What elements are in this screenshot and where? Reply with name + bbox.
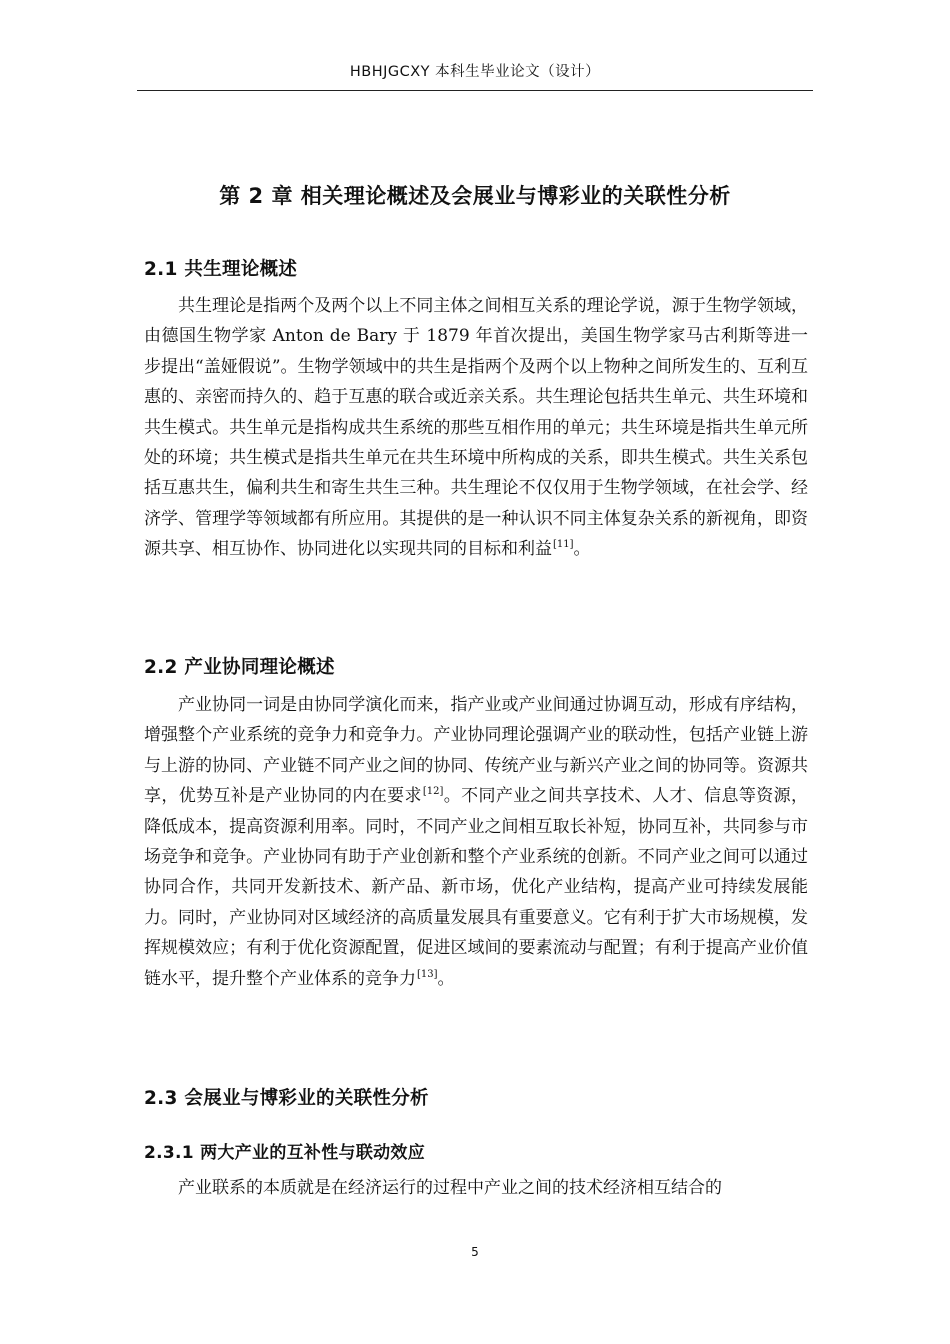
paragraph-tail: 。 — [437, 968, 455, 989]
subsection-heading-2-3-1: 2.3.1 两大产业的互补性与联动效应 — [144, 1143, 426, 1163]
running-header: HBHJGCXY 本科生毕业论文（设计） — [349, 64, 601, 80]
section-2-2-paragraph — [144, 690, 808, 994]
page-number: 5 — [471, 1245, 479, 1259]
citation-12[interactable]: [12] — [422, 786, 444, 798]
chapter-title: 第 2 章 相关理论概述及会展业与博彩业的关联性分析 — [219, 184, 731, 208]
section-heading-2-3: 2.3 会展业与博彩业的关联性分析 — [144, 1088, 429, 1109]
section-heading-2-1: 2.1 共生理论概述 — [144, 259, 298, 280]
paragraph-text: 共生理论是指两个及两个以上不同主体之间相互关系的理论学说，源于生物学领域，由德国生物学家 Anton de Bary 于 1879 年首次提出，美国生物学家马古利斯等进一步提出“盖娅假说”。生物学领域中的共生是指两个及两个以上物种之间所发生的、互利互惠的、亲密而持久的、趋于互惠的联合或近亲关系。共生理论包括共生单元、共生环境和共生模式。共生单元是指构成共生系统的那些互相作用的单元；共生环境是指共生单元所处的环境；共生模式是指共生单元在共生环境中所构成的关系，即共生模式。共生关系包括互惠共生，偏利共生和寄生共生三种。共生理论不仅仅用于生物学领域，在社会学、经济学、管理学等领域都有所应用。其提供的是一种认识不同主体复杂关系的新视角，即资源共享、相互协作、协同进化以实现共同的目标和利益 — [144, 296, 808, 560]
citation-13[interactable]: [13] — [417, 968, 438, 980]
section-2-1-paragraph — [144, 291, 808, 565]
section-heading-2-2: 2.2 产业协同理论概述 — [144, 657, 335, 678]
paragraph-text: 。不同产业之间共享技术、人才、信息等资源，降低成本，提高资源利用率。同时，不同产业之间相互取长补短，协同互补，共同参与市场竞争和竞争。产业协同有助于产业创新和整个产业系统的创新。不同产业之间可以通过协同合作，共同开发新技术、新产品、新市场，优化产业结构，提高产业可持续发展能力。同时，产业协同对区域经济的高质量发展具有重要意义。它有利于扩大市场规模，发挥规模效应；有利于优化资源配置，促进区域间的要素流动与配置；有利于提高产业价值链水平，提升整个产业体系的竞争力 — [144, 786, 809, 989]
paragraph-text: 产业联系的本质就是在经济运行的过程中产业之间的技术经济相互结合的 — [178, 1178, 722, 1198]
paragraph-tail: 。 — [573, 539, 591, 560]
subsection-2-3-1-paragraph — [144, 1173, 808, 1203]
paragraph-text: 产业协同一词是由协同学演化而来，指产业或产业间通过协调互动，形成有序结构，增强整个产业系统的竞争力和竞争力。产业协同理论强调产业的联动性，包括产业链上游与上游的协同、产业链不同产业之间的协同、传统产业与新兴产业之间的协同等。资源共享，优势互补是产业协同的内在要求 — [144, 695, 808, 807]
header-divider — [137, 90, 813, 91]
citation-11[interactable]: [11] — [553, 539, 574, 551]
